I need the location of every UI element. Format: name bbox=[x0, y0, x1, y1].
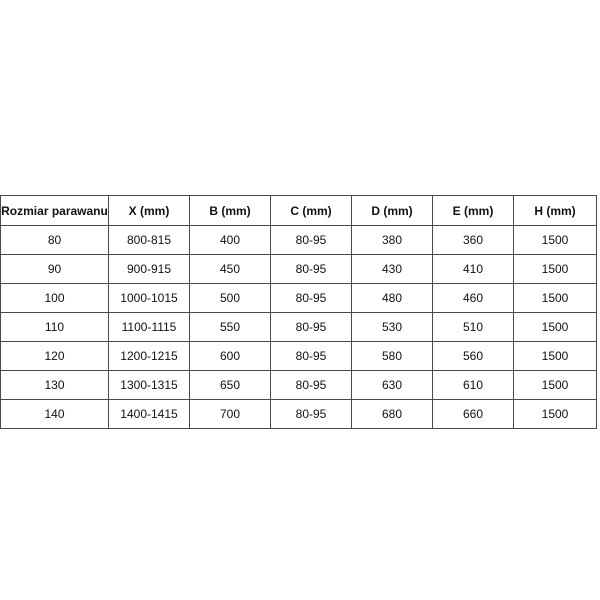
table-cell: 80-95 bbox=[271, 284, 352, 313]
table-cell: 580 bbox=[352, 342, 433, 371]
table-cell: 80-95 bbox=[271, 226, 352, 255]
table-cell: 650 bbox=[190, 371, 271, 400]
table-cell: 1300-1315 bbox=[109, 371, 190, 400]
table-row bbox=[1, 371, 597, 400]
table-cell: 900-915 bbox=[109, 255, 190, 284]
table-cell: 80-95 bbox=[271, 371, 352, 400]
table-cell: 90 bbox=[1, 255, 109, 284]
table-cell: 1500 bbox=[514, 342, 597, 371]
table-cell: 1500 bbox=[514, 255, 597, 284]
table-cell: 1500 bbox=[514, 313, 597, 342]
table-cell: 360 bbox=[433, 226, 514, 255]
table-row bbox=[1, 255, 597, 284]
header-row bbox=[1, 196, 597, 226]
table-cell: 1500 bbox=[514, 371, 597, 400]
table-cell: 600 bbox=[190, 342, 271, 371]
table-cell: 410 bbox=[433, 255, 514, 284]
table-cell: 80-95 bbox=[271, 400, 352, 429]
table-cell: 680 bbox=[352, 400, 433, 429]
header-cell-b: B (mm) bbox=[190, 196, 271, 226]
table-cell: 480 bbox=[352, 284, 433, 313]
table-row bbox=[1, 342, 597, 371]
table-cell: 460 bbox=[433, 284, 514, 313]
table-cell: 500 bbox=[190, 284, 271, 313]
table-cell: 130 bbox=[1, 371, 109, 400]
table-cell: 80 bbox=[1, 226, 109, 255]
table-header bbox=[1, 196, 597, 226]
table-cell: 560 bbox=[433, 342, 514, 371]
table-cell: 610 bbox=[433, 371, 514, 400]
table-body bbox=[1, 226, 597, 429]
table-cell: 1500 bbox=[514, 400, 597, 429]
table-cell: 430 bbox=[352, 255, 433, 284]
table-cell: 120 bbox=[1, 342, 109, 371]
header-cell-x: X (mm) bbox=[109, 196, 190, 226]
table-row bbox=[1, 284, 597, 313]
table-cell: 1100-1115 bbox=[109, 313, 190, 342]
header-cell-rozmiar: Rozmiar parawanu bbox=[1, 196, 109, 226]
header-cell-e: E (mm) bbox=[433, 196, 514, 226]
table-cell: 1000-1015 bbox=[109, 284, 190, 313]
table-cell: 380 bbox=[352, 226, 433, 255]
table-cell: 700 bbox=[190, 400, 271, 429]
table-cell: 530 bbox=[352, 313, 433, 342]
table-cell: 660 bbox=[433, 400, 514, 429]
table-cell: 80-95 bbox=[271, 342, 352, 371]
table-cell: 80-95 bbox=[271, 313, 352, 342]
table-cell: 510 bbox=[433, 313, 514, 342]
table-cell: 140 bbox=[1, 400, 109, 429]
table-cell: 1500 bbox=[514, 226, 597, 255]
size-table bbox=[0, 195, 597, 429]
table-row bbox=[1, 400, 597, 429]
header-cell-h: H (mm) bbox=[514, 196, 597, 226]
table-cell: 400 bbox=[190, 226, 271, 255]
table-cell: 80-95 bbox=[271, 255, 352, 284]
table-cell: 800-815 bbox=[109, 226, 190, 255]
table-row bbox=[1, 226, 597, 255]
table-row bbox=[1, 313, 597, 342]
table-cell: 110 bbox=[1, 313, 109, 342]
table-cell: 630 bbox=[352, 371, 433, 400]
size-table-container bbox=[0, 195, 596, 429]
header-cell-d: D (mm) bbox=[352, 196, 433, 226]
table-cell: 1400-1415 bbox=[109, 400, 190, 429]
header-cell-c: C (mm) bbox=[271, 196, 352, 226]
table-cell: 1200-1215 bbox=[109, 342, 190, 371]
table-cell: 1500 bbox=[514, 284, 597, 313]
table-cell: 100 bbox=[1, 284, 109, 313]
table-cell: 450 bbox=[190, 255, 271, 284]
table-cell: 550 bbox=[190, 313, 271, 342]
